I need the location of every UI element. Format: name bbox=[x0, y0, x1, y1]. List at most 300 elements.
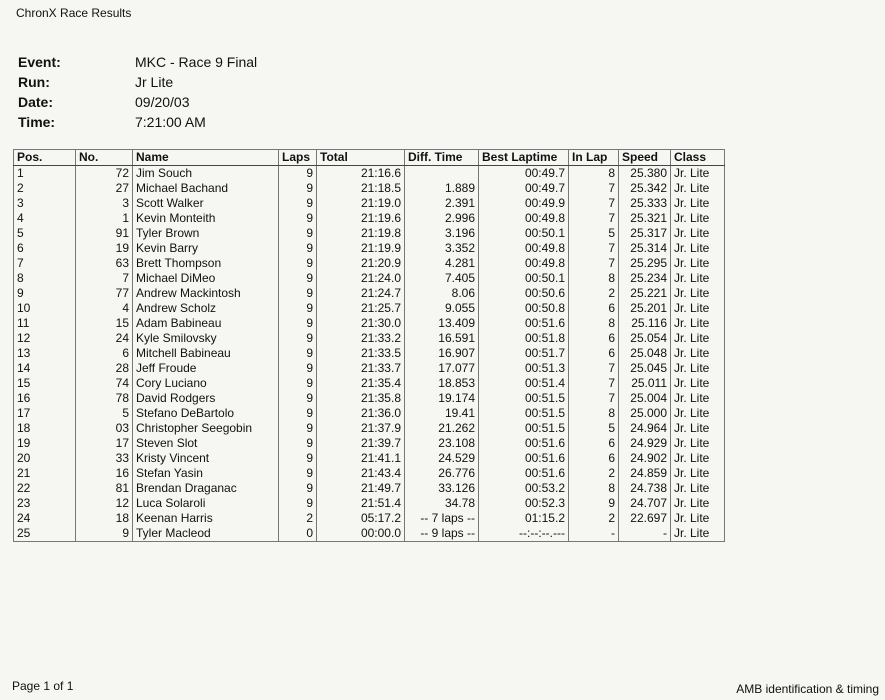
cell-speed: 25.295 bbox=[619, 256, 671, 271]
table-row bbox=[14, 526, 725, 542]
column-header-in-lap: In Lap bbox=[569, 150, 619, 166]
cell-speed: 25.045 bbox=[619, 361, 671, 376]
cell-class: Jr. Lite bbox=[671, 271, 725, 286]
cell-speed: 25.011 bbox=[619, 376, 671, 391]
table-row bbox=[14, 196, 725, 211]
meta-value: MKC - Race 9 Final bbox=[135, 54, 258, 70]
cell-pos: 10 bbox=[14, 301, 76, 316]
cell-pos: 2 bbox=[14, 181, 76, 196]
cell-total: 21:18.5 bbox=[317, 181, 405, 196]
cell-diff-time: 9.055 bbox=[405, 301, 479, 316]
cell-total: 21:16.6 bbox=[317, 166, 405, 182]
cell-pos: 23 bbox=[14, 496, 76, 511]
cell-name: Steven Slot bbox=[133, 436, 279, 451]
cell-name: Kevin Monteith bbox=[133, 211, 279, 226]
cell-diff-time: 17.077 bbox=[405, 361, 479, 376]
cell-name: Stefano DeBartolo bbox=[133, 406, 279, 421]
table-row bbox=[14, 346, 725, 361]
cell-best-laptime: 00:51.7 bbox=[479, 346, 569, 361]
cell-class: Jr. Lite bbox=[671, 421, 725, 436]
cell-best-laptime: 00:49.7 bbox=[479, 166, 569, 182]
cell-laps: 9 bbox=[279, 496, 317, 511]
cell-pos: 24 bbox=[14, 511, 76, 526]
cell-best-laptime: 00:51.4 bbox=[479, 376, 569, 391]
cell-laps: 9 bbox=[279, 466, 317, 481]
cell-no: 28 bbox=[76, 361, 133, 376]
cell-class: Jr. Lite bbox=[671, 391, 725, 406]
cell-laps: 9 bbox=[279, 196, 317, 211]
cell-pos: 11 bbox=[14, 316, 76, 331]
cell-pos: 3 bbox=[14, 196, 76, 211]
cell-laps: 9 bbox=[279, 331, 317, 346]
cell-best-laptime: --:--:--.--- bbox=[479, 526, 569, 542]
cell-speed: 25.321 bbox=[619, 211, 671, 226]
cell-laps: 9 bbox=[279, 406, 317, 421]
cell-class: Jr. Lite bbox=[671, 466, 725, 481]
cell-speed: 24.929 bbox=[619, 436, 671, 451]
cell-no: 27 bbox=[76, 181, 133, 196]
cell-laps: 9 bbox=[279, 361, 317, 376]
cell-total: 21:19.6 bbox=[317, 211, 405, 226]
cell-class: Jr. Lite bbox=[671, 166, 725, 182]
cell-best-laptime: 01:15.2 bbox=[479, 511, 569, 526]
cell-total: 21:33.5 bbox=[317, 346, 405, 361]
cell-diff-time bbox=[405, 166, 479, 182]
cell-pos: 9 bbox=[14, 286, 76, 301]
cell-total: 21:19.0 bbox=[317, 196, 405, 211]
cell-laps: 9 bbox=[279, 451, 317, 466]
column-header-total: Total bbox=[317, 150, 405, 166]
cell-no: 6 bbox=[76, 346, 133, 361]
cell-class: Jr. Lite bbox=[671, 451, 725, 466]
cell-speed: 25.000 bbox=[619, 406, 671, 421]
cell-laps: 9 bbox=[279, 421, 317, 436]
cell-class: Jr. Lite bbox=[671, 526, 725, 542]
cell-diff-time: 34.78 bbox=[405, 496, 479, 511]
cell-diff-time: 2.391 bbox=[405, 196, 479, 211]
cell-in-lap: 7 bbox=[569, 181, 619, 196]
cell-in-lap: 5 bbox=[569, 421, 619, 436]
cell-in-lap: 6 bbox=[569, 346, 619, 361]
cell-no: 78 bbox=[76, 391, 133, 406]
cell-pos: 21 bbox=[14, 466, 76, 481]
cell-total: 21:39.7 bbox=[317, 436, 405, 451]
cell-total: 21:30.0 bbox=[317, 316, 405, 331]
cell-pos: 25 bbox=[14, 526, 76, 542]
cell-in-lap: 8 bbox=[569, 316, 619, 331]
cell-laps: 9 bbox=[279, 181, 317, 196]
cell-diff-time: 7.405 bbox=[405, 271, 479, 286]
cell-no: 03 bbox=[76, 421, 133, 436]
table-row bbox=[14, 376, 725, 391]
cell-no: 7 bbox=[76, 271, 133, 286]
cell-class: Jr. Lite bbox=[671, 406, 725, 421]
table-row bbox=[14, 496, 725, 511]
cell-laps: 2 bbox=[279, 511, 317, 526]
table-row bbox=[14, 271, 725, 286]
cell-laps: 9 bbox=[279, 226, 317, 241]
table-header-row bbox=[14, 150, 725, 166]
cell-no: 33 bbox=[76, 451, 133, 466]
cell-best-laptime: 00:51.6 bbox=[479, 466, 569, 481]
meta-row bbox=[18, 52, 257, 72]
cell-best-laptime: 00:49.7 bbox=[479, 181, 569, 196]
column-header-pos: Pos. bbox=[14, 150, 76, 166]
cell-total: 21:36.0 bbox=[317, 406, 405, 421]
cell-best-laptime: 00:49.8 bbox=[479, 256, 569, 271]
cell-class: Jr. Lite bbox=[671, 241, 725, 256]
cell-in-lap: 8 bbox=[569, 481, 619, 496]
cell-in-lap: 6 bbox=[569, 331, 619, 346]
cell-class: Jr. Lite bbox=[671, 301, 725, 316]
table-row bbox=[14, 406, 725, 421]
cell-speed: 25.048 bbox=[619, 346, 671, 361]
page-number: Page 1 of 1 bbox=[12, 679, 74, 693]
cell-name: Tyler Macleod bbox=[133, 526, 279, 542]
cell-best-laptime: 00:51.3 bbox=[479, 361, 569, 376]
cell-no: 5 bbox=[76, 406, 133, 421]
column-header-class: Class bbox=[671, 150, 725, 166]
cell-in-lap: 7 bbox=[569, 361, 619, 376]
cell-class: Jr. Lite bbox=[671, 211, 725, 226]
cell-diff-time: 24.529 bbox=[405, 451, 479, 466]
cell-best-laptime: 00:53.2 bbox=[479, 481, 569, 496]
cell-total: 21:37.9 bbox=[317, 421, 405, 436]
table-row bbox=[14, 361, 725, 376]
cell-no: 77 bbox=[76, 286, 133, 301]
cell-total: 21:43.4 bbox=[317, 466, 405, 481]
cell-name: Michael Bachand bbox=[133, 181, 279, 196]
cell-laps: 9 bbox=[279, 346, 317, 361]
cell-laps: 9 bbox=[279, 301, 317, 316]
cell-total: 21:20.9 bbox=[317, 256, 405, 271]
cell-laps: 9 bbox=[279, 316, 317, 331]
cell-speed: 25.342 bbox=[619, 181, 671, 196]
cell-laps: 0 bbox=[279, 526, 317, 542]
cell-speed: 25.380 bbox=[619, 166, 671, 182]
cell-laps: 9 bbox=[279, 211, 317, 226]
cell-diff-time: 21.262 bbox=[405, 421, 479, 436]
cell-in-lap: 7 bbox=[569, 241, 619, 256]
cell-no: 81 bbox=[76, 481, 133, 496]
cell-in-lap: 2 bbox=[569, 286, 619, 301]
cell-in-lap: 5 bbox=[569, 226, 619, 241]
cell-pos: 7 bbox=[14, 256, 76, 271]
cell-pos: 17 bbox=[14, 406, 76, 421]
cell-name: Jim Souch bbox=[133, 166, 279, 182]
cell-laps: 9 bbox=[279, 256, 317, 271]
cell-class: Jr. Lite bbox=[671, 376, 725, 391]
cell-speed: 25.333 bbox=[619, 196, 671, 211]
table-row bbox=[14, 226, 725, 241]
column-header-no: No. bbox=[76, 150, 133, 166]
cell-pos: 4 bbox=[14, 211, 76, 226]
cell-speed: 25.317 bbox=[619, 226, 671, 241]
cell-class: Jr. Lite bbox=[671, 331, 725, 346]
cell-no: 91 bbox=[76, 226, 133, 241]
table-row bbox=[14, 511, 725, 526]
cell-in-lap: 7 bbox=[569, 391, 619, 406]
cell-in-lap: 8 bbox=[569, 271, 619, 286]
table-row bbox=[14, 166, 725, 182]
cell-speed: 25.314 bbox=[619, 241, 671, 256]
cell-speed: 25.116 bbox=[619, 316, 671, 331]
cell-in-lap: 9 bbox=[569, 496, 619, 511]
cell-in-lap: 7 bbox=[569, 196, 619, 211]
table-row bbox=[14, 301, 725, 316]
cell-diff-time: -- 9 laps -- bbox=[405, 526, 479, 542]
table-row bbox=[14, 466, 725, 481]
meta-label: Event: bbox=[18, 54, 61, 70]
meta-row bbox=[18, 92, 257, 112]
cell-pos: 1 bbox=[14, 166, 76, 182]
cell-total: 21:41.1 bbox=[317, 451, 405, 466]
cell-in-lap: 8 bbox=[569, 166, 619, 182]
cell-name: David Rodgers bbox=[133, 391, 279, 406]
cell-class: Jr. Lite bbox=[671, 286, 725, 301]
cell-class: Jr. Lite bbox=[671, 256, 725, 271]
cell-speed: 24.902 bbox=[619, 451, 671, 466]
cell-no: 12 bbox=[76, 496, 133, 511]
column-header-speed: Speed bbox=[619, 150, 671, 166]
cell-no: 16 bbox=[76, 466, 133, 481]
cell-pos: 20 bbox=[14, 451, 76, 466]
cell-best-laptime: 00:51.5 bbox=[479, 391, 569, 406]
cell-laps: 9 bbox=[279, 166, 317, 182]
cell-best-laptime: 00:50.6 bbox=[479, 286, 569, 301]
cell-best-laptime: 00:52.3 bbox=[479, 496, 569, 511]
meta-label: Date: bbox=[18, 94, 54, 110]
cell-best-laptime: 00:51.5 bbox=[479, 421, 569, 436]
cell-in-lap: 7 bbox=[569, 211, 619, 226]
cell-diff-time: 23.108 bbox=[405, 436, 479, 451]
cell-best-laptime: 00:51.8 bbox=[479, 331, 569, 346]
cell-best-laptime: 00:51.6 bbox=[479, 451, 569, 466]
cell-name: Kristy Vincent bbox=[133, 451, 279, 466]
cell-speed: 25.004 bbox=[619, 391, 671, 406]
cell-diff-time: 33.126 bbox=[405, 481, 479, 496]
column-header-name: Name bbox=[133, 150, 279, 166]
cell-diff-time: 2.996 bbox=[405, 211, 479, 226]
cell-no: 18 bbox=[76, 511, 133, 526]
cell-pos: 12 bbox=[14, 331, 76, 346]
cell-in-lap: 6 bbox=[569, 451, 619, 466]
cell-no: 74 bbox=[76, 376, 133, 391]
cell-total: 21:33.7 bbox=[317, 361, 405, 376]
cell-speed: 22.697 bbox=[619, 511, 671, 526]
cell-no: 3 bbox=[76, 196, 133, 211]
table-row bbox=[14, 421, 725, 436]
cell-best-laptime: 00:50.8 bbox=[479, 301, 569, 316]
cell-total: 21:35.4 bbox=[317, 376, 405, 391]
cell-diff-time: -- 7 laps -- bbox=[405, 511, 479, 526]
cell-class: Jr. Lite bbox=[671, 436, 725, 451]
cell-best-laptime: 00:51.6 bbox=[479, 436, 569, 451]
cell-total: 21:51.4 bbox=[317, 496, 405, 511]
cell-class: Jr. Lite bbox=[671, 511, 725, 526]
table-row bbox=[14, 436, 725, 451]
cell-pos: 5 bbox=[14, 226, 76, 241]
report-title: ChronX Race Results bbox=[16, 6, 132, 20]
cell-diff-time: 13.409 bbox=[405, 316, 479, 331]
meta-row bbox=[18, 112, 257, 132]
cell-best-laptime: 00:49.8 bbox=[479, 241, 569, 256]
cell-name: Scott Walker bbox=[133, 196, 279, 211]
table-row bbox=[14, 241, 725, 256]
cell-speed: 24.964 bbox=[619, 421, 671, 436]
cell-speed: 25.054 bbox=[619, 331, 671, 346]
cell-laps: 9 bbox=[279, 241, 317, 256]
cell-pos: 15 bbox=[14, 376, 76, 391]
cell-name: Mitchell Babineau bbox=[133, 346, 279, 361]
cell-speed: 25.201 bbox=[619, 301, 671, 316]
table-row bbox=[14, 316, 725, 331]
cell-speed: 24.738 bbox=[619, 481, 671, 496]
cell-class: Jr. Lite bbox=[671, 346, 725, 361]
cell-in-lap: 7 bbox=[569, 376, 619, 391]
cell-laps: 9 bbox=[279, 376, 317, 391]
cell-no: 19 bbox=[76, 241, 133, 256]
cell-total: 21:24.7 bbox=[317, 286, 405, 301]
cell-diff-time: 3.196 bbox=[405, 226, 479, 241]
meta-value: 7:21:00 AM bbox=[135, 114, 206, 130]
cell-laps: 9 bbox=[279, 436, 317, 451]
results-table bbox=[13, 149, 725, 542]
cell-diff-time: 4.281 bbox=[405, 256, 479, 271]
cell-name: Michael DiMeo bbox=[133, 271, 279, 286]
cell-total: 00:00.0 bbox=[317, 526, 405, 542]
column-header-laps: Laps bbox=[279, 150, 317, 166]
meta-label: Time: bbox=[18, 114, 56, 130]
cell-in-lap: 6 bbox=[569, 436, 619, 451]
cell-diff-time: 19.41 bbox=[405, 406, 479, 421]
cell-pos: 8 bbox=[14, 271, 76, 286]
cell-name: Andrew Mackintosh bbox=[133, 286, 279, 301]
cell-pos: 13 bbox=[14, 346, 76, 361]
cell-name: Luca Solaroli bbox=[133, 496, 279, 511]
cell-total: 21:19.9 bbox=[317, 241, 405, 256]
cell-total: 21:33.2 bbox=[317, 331, 405, 346]
cell-pos: 22 bbox=[14, 481, 76, 496]
cell-no: 1 bbox=[76, 211, 133, 226]
cell-in-lap: 7 bbox=[569, 256, 619, 271]
cell-diff-time: 3.352 bbox=[405, 241, 479, 256]
cell-laps: 9 bbox=[279, 481, 317, 496]
cell-in-lap: 2 bbox=[569, 466, 619, 481]
table-row bbox=[14, 256, 725, 271]
cell-best-laptime: 00:51.5 bbox=[479, 406, 569, 421]
cell-diff-time: 19.174 bbox=[405, 391, 479, 406]
cell-total: 21:19.8 bbox=[317, 226, 405, 241]
cell-name: Brett Thompson bbox=[133, 256, 279, 271]
cell-diff-time: 1.889 bbox=[405, 181, 479, 196]
cell-class: Jr. Lite bbox=[671, 316, 725, 331]
cell-name: Kyle Smilovsky bbox=[133, 331, 279, 346]
cell-name: Adam Babineau bbox=[133, 316, 279, 331]
cell-no: 9 bbox=[76, 526, 133, 542]
column-header-diff-time: Diff. Time bbox=[405, 150, 479, 166]
cell-best-laptime: 00:51.6 bbox=[479, 316, 569, 331]
cell-name: Kevin Barry bbox=[133, 241, 279, 256]
vendor-credit: AMB identification & timing bbox=[736, 682, 879, 696]
cell-pos: 16 bbox=[14, 391, 76, 406]
cell-class: Jr. Lite bbox=[671, 226, 725, 241]
cell-no: 15 bbox=[76, 316, 133, 331]
meta-label: Run: bbox=[18, 74, 50, 90]
cell-speed: 25.221 bbox=[619, 286, 671, 301]
cell-diff-time: 16.591 bbox=[405, 331, 479, 346]
cell-name: Christopher Seegobin bbox=[133, 421, 279, 436]
cell-laps: 9 bbox=[279, 286, 317, 301]
cell-in-lap: 8 bbox=[569, 406, 619, 421]
table-row bbox=[14, 181, 725, 196]
cell-diff-time: 8.06 bbox=[405, 286, 479, 301]
cell-total: 21:35.8 bbox=[317, 391, 405, 406]
cell-total: 05:17.2 bbox=[317, 511, 405, 526]
cell-speed: - bbox=[619, 526, 671, 542]
cell-total: 21:24.0 bbox=[317, 271, 405, 286]
cell-no: 4 bbox=[76, 301, 133, 316]
cell-class: Jr. Lite bbox=[671, 181, 725, 196]
cell-best-laptime: 00:49.9 bbox=[479, 196, 569, 211]
cell-name: Keenan Harris bbox=[133, 511, 279, 526]
meta-value: 09/20/03 bbox=[135, 94, 190, 110]
cell-laps: 9 bbox=[279, 391, 317, 406]
cell-no: 63 bbox=[76, 256, 133, 271]
meta-row bbox=[18, 72, 257, 92]
cell-class: Jr. Lite bbox=[671, 496, 725, 511]
cell-class: Jr. Lite bbox=[671, 196, 725, 211]
cell-in-lap: 2 bbox=[569, 511, 619, 526]
cell-name: Stefan Yasin bbox=[133, 466, 279, 481]
cell-pos: 19 bbox=[14, 436, 76, 451]
cell-name: Tyler Brown bbox=[133, 226, 279, 241]
table-row bbox=[14, 391, 725, 406]
cell-name: Andrew Scholz bbox=[133, 301, 279, 316]
table-row bbox=[14, 451, 725, 466]
table-row bbox=[14, 331, 725, 346]
cell-speed: 25.234 bbox=[619, 271, 671, 286]
cell-in-lap: - bbox=[569, 526, 619, 542]
meta-value: Jr Lite bbox=[135, 74, 174, 90]
cell-no: 72 bbox=[76, 166, 133, 182]
cell-class: Jr. Lite bbox=[671, 481, 725, 496]
column-header-best-laptime: Best Laptime bbox=[479, 150, 569, 166]
cell-total: 21:49.7 bbox=[317, 481, 405, 496]
cell-laps: 9 bbox=[279, 271, 317, 286]
cell-diff-time: 18.853 bbox=[405, 376, 479, 391]
cell-name: Brendan Draganac bbox=[133, 481, 279, 496]
cell-no: 17 bbox=[76, 436, 133, 451]
cell-name: Cory Luciano bbox=[133, 376, 279, 391]
cell-best-laptime: 00:50.1 bbox=[479, 226, 569, 241]
cell-class: Jr. Lite bbox=[671, 361, 725, 376]
table-row bbox=[14, 211, 725, 226]
cell-best-laptime: 00:49.8 bbox=[479, 211, 569, 226]
cell-total: 21:25.7 bbox=[317, 301, 405, 316]
table-row bbox=[14, 286, 725, 301]
cell-best-laptime: 00:50.1 bbox=[479, 271, 569, 286]
race-meta bbox=[18, 52, 257, 132]
cell-no: 24 bbox=[76, 331, 133, 346]
cell-pos: 14 bbox=[14, 361, 76, 376]
cell-pos: 6 bbox=[14, 241, 76, 256]
cell-name: Jeff Froude bbox=[133, 361, 279, 376]
table-row bbox=[14, 481, 725, 496]
cell-pos: 18 bbox=[14, 421, 76, 436]
cell-diff-time: 26.776 bbox=[405, 466, 479, 481]
cell-speed: 24.707 bbox=[619, 496, 671, 511]
